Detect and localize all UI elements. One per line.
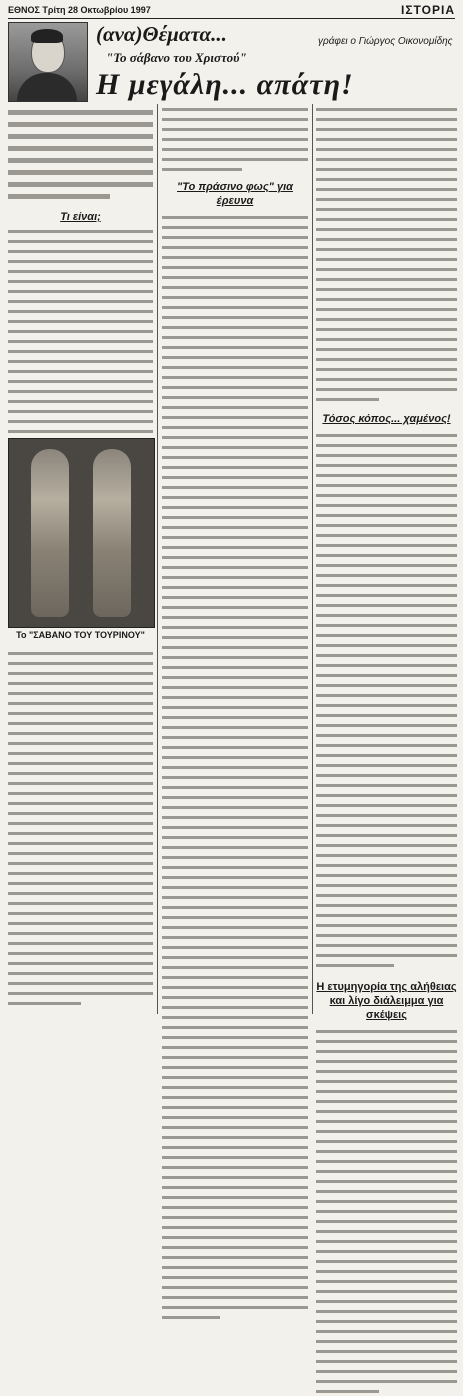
shroud-image bbox=[8, 438, 155, 628]
image-caption: Το "ΣΑΒΑΝΟ ΤΟΥ ΤΟΥΡΙΝΟΥ" bbox=[16, 630, 145, 640]
body-text bbox=[316, 1026, 457, 1396]
section-heading: Η ετυμηγορία της αλήθειας και λίγο διάλειμμα για σκέψεις bbox=[316, 981, 457, 1021]
article-subtitle: "Το σάβανο του Χριστού" bbox=[106, 50, 247, 65]
body-text bbox=[162, 212, 308, 1322]
section-heading: "Το πράσινο φως" για έρευνα bbox=[177, 181, 293, 207]
column-1 bbox=[8, 104, 153, 486]
author-byline: γράφει ο Γιώργος Οικονομίδης bbox=[318, 36, 453, 47]
body-text bbox=[316, 430, 457, 970]
body-text bbox=[162, 104, 308, 174]
column-rule bbox=[157, 104, 158, 1014]
section-heading: Τόσος κόπος... χαμένος! bbox=[322, 413, 451, 425]
column-2 bbox=[162, 104, 308, 1322]
masthead bbox=[8, 4, 455, 19]
body-text bbox=[316, 104, 457, 404]
column-1-lower bbox=[8, 648, 153, 1008]
section-heading: Τι είναι; bbox=[60, 211, 101, 223]
section-name: ΙΣΤΟΡΙΑ bbox=[401, 3, 455, 17]
body-text bbox=[8, 648, 153, 1008]
column-rule bbox=[312, 104, 313, 1014]
issue-line: ΕΘΝΟΣ Τρίτη 28 Οκτωβρίου 1997 bbox=[8, 5, 151, 15]
article-headline: Η μεγάλη... απάτη! bbox=[96, 68, 354, 101]
column-3 bbox=[316, 104, 457, 1396]
lede-text bbox=[8, 106, 153, 202]
author-photo bbox=[8, 22, 88, 102]
series-title: (ανα)Θέματα... bbox=[96, 22, 227, 46]
